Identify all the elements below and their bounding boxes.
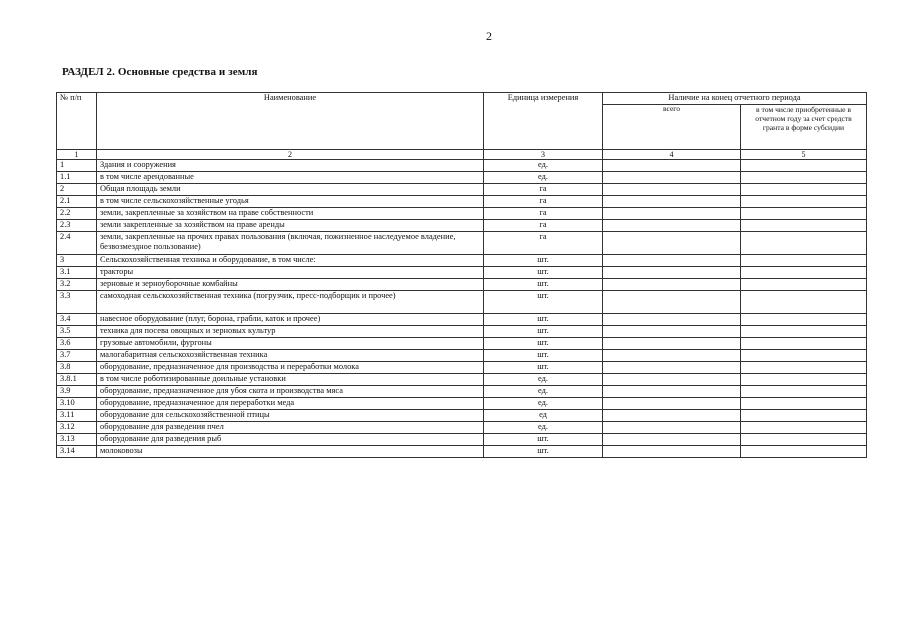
- header-no: № п/п: [57, 93, 97, 150]
- row-grant-cell[interactable]: [741, 362, 867, 374]
- row-name-cell: в том числе сельскохозяйственные угодья: [97, 196, 484, 208]
- row-total-cell[interactable]: [603, 362, 741, 374]
- row-unit-cell: ед.: [484, 374, 603, 386]
- row-number-cell: 3.5: [57, 326, 97, 338]
- row-number-cell: 3: [57, 255, 97, 267]
- row-grant-cell[interactable]: [741, 350, 867, 362]
- row-total-cell[interactable]: [603, 434, 741, 446]
- row-grant-cell[interactable]: [741, 398, 867, 410]
- table-row: [57, 291, 867, 314]
- table-row: [57, 208, 867, 220]
- row-grant-cell[interactable]: [741, 291, 867, 314]
- row-number-cell: 3.1: [57, 267, 97, 279]
- table-body: [57, 160, 867, 458]
- table-row: [57, 398, 867, 410]
- row-total-cell[interactable]: [603, 422, 741, 434]
- table-row: [57, 314, 867, 326]
- row-unit-cell: ед: [484, 410, 603, 422]
- row-unit-cell: ед.: [484, 386, 603, 398]
- section-title: РАЗДЕЛ 2. Основные средства и земля: [62, 66, 258, 78]
- row-total-cell[interactable]: [603, 160, 741, 172]
- row-unit-cell: ед.: [484, 160, 603, 172]
- row-name-cell: оборудование, предназначенное для производства и переработки молока: [97, 362, 484, 374]
- fixed-assets-table: [56, 92, 867, 458]
- column-number-4: 4: [603, 150, 741, 160]
- table-row: [57, 422, 867, 434]
- row-number-cell: 3.12: [57, 422, 97, 434]
- row-total-cell[interactable]: [603, 338, 741, 350]
- row-number-cell: 2.1: [57, 196, 97, 208]
- row-name-cell: малогабаритная сельскохозяйственная техника: [97, 350, 484, 362]
- row-total-cell[interactable]: [603, 255, 741, 267]
- row-number-cell: 3.9: [57, 386, 97, 398]
- header-name: Наименование: [97, 93, 484, 150]
- row-name-cell: молоковозы: [97, 446, 484, 458]
- row-number-cell: 2.2: [57, 208, 97, 220]
- row-number-cell: 2.4: [57, 232, 97, 255]
- row-unit-cell: шт.: [484, 291, 603, 314]
- row-number-cell: 3.6: [57, 338, 97, 350]
- row-number-cell: 3.11: [57, 410, 97, 422]
- table-row: [57, 160, 867, 172]
- row-grant-cell[interactable]: [741, 374, 867, 386]
- row-total-cell[interactable]: [603, 232, 741, 255]
- row-unit-cell: га: [484, 196, 603, 208]
- row-grant-cell[interactable]: [741, 314, 867, 326]
- row-number-cell: 1.1: [57, 172, 97, 184]
- row-number-cell: 3.2: [57, 279, 97, 291]
- row-grant-cell[interactable]: [741, 208, 867, 220]
- header-availability: Наличие на конец отчетного периода: [603, 93, 867, 105]
- header-total: всего: [603, 105, 741, 150]
- table-row: [57, 386, 867, 398]
- row-unit-cell: шт.: [484, 279, 603, 291]
- row-number-cell: 1: [57, 160, 97, 172]
- table-row: [57, 410, 867, 422]
- row-unit-cell: шт.: [484, 446, 603, 458]
- row-name-cell: Здания и сооружения: [97, 160, 484, 172]
- header-unit: Единица измерения: [484, 93, 603, 150]
- row-unit-cell: га: [484, 208, 603, 220]
- row-grant-cell[interactable]: [741, 434, 867, 446]
- table-row: [57, 350, 867, 362]
- row-number-cell: 3.4: [57, 314, 97, 326]
- row-number-cell: 3.8: [57, 362, 97, 374]
- table-row: [57, 326, 867, 338]
- row-total-cell[interactable]: [603, 350, 741, 362]
- row-unit-cell: шт.: [484, 434, 603, 446]
- row-name-cell: оборудование для разведения пчел: [97, 422, 484, 434]
- table-row: [57, 172, 867, 184]
- table-row: [57, 196, 867, 208]
- row-grant-cell[interactable]: [741, 338, 867, 350]
- row-number-cell: 2.3: [57, 220, 97, 232]
- table-row: [57, 255, 867, 267]
- row-total-cell[interactable]: [603, 196, 741, 208]
- row-unit-cell: шт.: [484, 314, 603, 326]
- table-row: [57, 267, 867, 279]
- row-unit-cell: ед.: [484, 422, 603, 434]
- row-name-cell: оборудование, предназначенное для переработки меда: [97, 398, 484, 410]
- row-total-cell[interactable]: [603, 267, 741, 279]
- row-unit-cell: ед.: [484, 398, 603, 410]
- row-unit-cell: га: [484, 220, 603, 232]
- row-number-cell: 3.8.1: [57, 374, 97, 386]
- row-name-cell: оборудование для сельскохозяйственной птицы: [97, 410, 484, 422]
- row-grant-cell[interactable]: [741, 232, 867, 255]
- row-total-cell[interactable]: [603, 386, 741, 398]
- row-name-cell: Сельскохозяйственная техника и оборудование, в том числе:: [97, 255, 484, 267]
- row-grant-cell[interactable]: [741, 267, 867, 279]
- table-row: [57, 279, 867, 291]
- row-grant-cell[interactable]: [741, 196, 867, 208]
- row-unit-cell: шт.: [484, 338, 603, 350]
- column-number-2: 2: [97, 150, 484, 160]
- table-row: [57, 434, 867, 446]
- row-name-cell: земли, закрепленные на прочих правах пользования (включая, пожизненное наследуемое владение, безвозмездное пользование): [97, 232, 484, 255]
- row-total-cell[interactable]: [603, 172, 741, 184]
- row-grant-cell[interactable]: [741, 422, 867, 434]
- row-name-cell: земли, закрепленные за хозяйством на праве собственности: [97, 208, 484, 220]
- row-number-cell: 3.13: [57, 434, 97, 446]
- row-total-cell[interactable]: [603, 446, 741, 458]
- row-grant-cell[interactable]: [741, 255, 867, 267]
- row-total-cell[interactable]: [603, 279, 741, 291]
- row-total-cell[interactable]: [603, 291, 741, 314]
- row-total-cell[interactable]: [603, 184, 741, 196]
- row-total-cell[interactable]: [603, 314, 741, 326]
- row-grant-cell[interactable]: [741, 172, 867, 184]
- row-total-cell[interactable]: [603, 374, 741, 386]
- table-row: [57, 220, 867, 232]
- row-grant-cell[interactable]: [741, 410, 867, 422]
- row-name-cell: в том числе арендованные: [97, 172, 484, 184]
- table-row: [57, 446, 867, 458]
- row-name-cell: техника для посева овощных и зерновых культур: [97, 326, 484, 338]
- row-unit-cell: шт.: [484, 362, 603, 374]
- row-name-cell: грузовые автомобили, фургоны: [97, 338, 484, 350]
- row-unit-cell: га: [484, 232, 603, 255]
- row-unit-cell: шт.: [484, 350, 603, 362]
- table-row: [57, 338, 867, 350]
- row-number-cell: 3.10: [57, 398, 97, 410]
- column-number-5: 5: [741, 150, 867, 160]
- row-number-cell: 3.3: [57, 291, 97, 314]
- row-total-cell[interactable]: [603, 220, 741, 232]
- row-grant-cell[interactable]: [741, 446, 867, 458]
- header-grant: в том числе приобретенные в отчетном году за счет средств гранта в форме субсидии: [741, 105, 867, 150]
- row-number-cell: 3.14: [57, 446, 97, 458]
- page-number: 2: [486, 29, 492, 43]
- table-row: [57, 232, 867, 255]
- row-total-cell[interactable]: [603, 398, 741, 410]
- row-grant-cell[interactable]: [741, 279, 867, 291]
- row-number-cell: 3.7: [57, 350, 97, 362]
- column-number-3: 3: [484, 150, 603, 160]
- column-number-1: 1: [57, 150, 97, 160]
- row-name-cell: навесное оборудование (плуг, борона, грабли, каток и прочее): [97, 314, 484, 326]
- row-name-cell: зерновые и зерноуборочные комбайны: [97, 279, 484, 291]
- row-name-cell: оборудование, предназначенное для убоя скота и производства мяса: [97, 386, 484, 398]
- row-grant-cell[interactable]: [741, 160, 867, 172]
- row-unit-cell: шт.: [484, 267, 603, 279]
- row-total-cell[interactable]: [603, 208, 741, 220]
- row-name-cell: оборудование для разведения рыб: [97, 434, 484, 446]
- row-name-cell: в том числе роботизированные доильные установки: [97, 374, 484, 386]
- row-total-cell[interactable]: [603, 410, 741, 422]
- table-row: [57, 184, 867, 196]
- row-unit-cell: га: [484, 184, 603, 196]
- row-name-cell: тракторы: [97, 267, 484, 279]
- row-number-cell: 2: [57, 184, 97, 196]
- row-name-cell: самоходная сельскохозяйственная техника (погрузчик, пресс-подборщик и прочее): [97, 291, 484, 314]
- row-grant-cell[interactable]: [741, 220, 867, 232]
- row-name-cell: земли закрепленные за хозяйством на праве аренды: [97, 220, 484, 232]
- row-name-cell: Общая площадь земли: [97, 184, 484, 196]
- table-row: [57, 374, 867, 386]
- row-grant-cell[interactable]: [741, 184, 867, 196]
- row-grant-cell[interactable]: [741, 386, 867, 398]
- row-unit-cell: шт.: [484, 326, 603, 338]
- table-row: [57, 362, 867, 374]
- row-unit-cell: ед.: [484, 172, 603, 184]
- row-total-cell[interactable]: [603, 326, 741, 338]
- row-unit-cell: шт.: [484, 255, 603, 267]
- row-grant-cell[interactable]: [741, 326, 867, 338]
